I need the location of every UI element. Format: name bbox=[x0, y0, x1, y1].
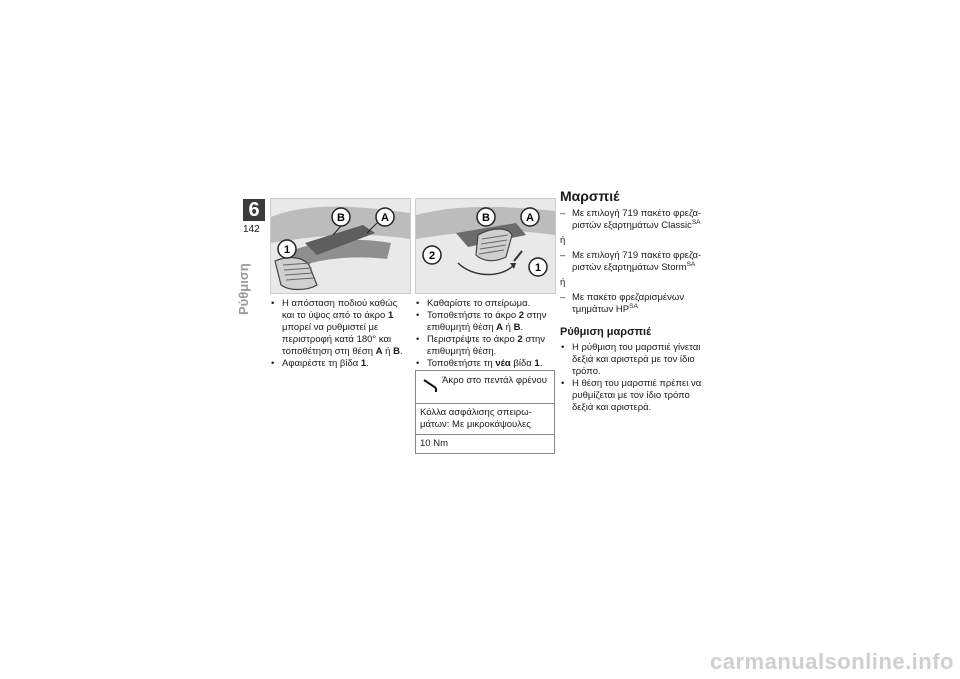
text: στην επιθυμητή θέση. bbox=[427, 334, 545, 357]
text: Περιστρέψτε το άκρο bbox=[427, 334, 518, 345]
text: στην επιθυμητή θέση bbox=[427, 310, 547, 333]
footrest-figure-2 bbox=[415, 198, 556, 294]
text: μπορεί να ρυθμιστεί με περιστροφή κατά 180° και τοποθέτηση στη θέση bbox=[282, 322, 392, 357]
text: ή bbox=[503, 322, 514, 333]
text: Τοποθετήστε τη bbox=[427, 358, 496, 369]
spec-heading-row bbox=[416, 371, 554, 403]
text: Η ρύθμιση του μαρσπιέ γίνεται δεξιά και αριστερά με τον ίδιο τρόπο. bbox=[572, 342, 701, 377]
figure1-label-a: A bbox=[381, 212, 389, 224]
text: Με επιλογή 719 πακέτο φρεζα-ριστών εξαρτημάτων Classic bbox=[572, 208, 702, 231]
list-item bbox=[270, 358, 410, 370]
emphasis: νέα bbox=[495, 358, 511, 369]
figure2-label-a: A bbox=[526, 212, 534, 224]
text: βίδα bbox=[510, 358, 535, 369]
text: . bbox=[520, 322, 524, 333]
text: Η θέση του μαρσπιέ πρέπει να ρυθμίζεται με τον ίδιο τρόπο δεξιά και αριστερά. bbox=[572, 378, 702, 413]
figure2-label-2: 2 bbox=[428, 250, 436, 262]
figure2-label-b: B bbox=[482, 212, 490, 224]
part-number: 2 bbox=[518, 310, 525, 321]
option-item bbox=[560, 250, 710, 274]
page-number: 142 bbox=[243, 224, 260, 235]
footrest-illustration-1 bbox=[271, 199, 410, 293]
column-2-instructions bbox=[415, 298, 555, 370]
text: ή bbox=[382, 346, 394, 357]
sa-superscript: SA bbox=[691, 218, 701, 226]
text: Με πακέτο φρεζαρισμένων τμημάτων HP bbox=[572, 292, 685, 315]
wrench-icon bbox=[423, 378, 439, 392]
text: Καθαρίστε το σπείρωμα. bbox=[427, 298, 531, 309]
text: Με επιλογή 719 πακέτο φρεζα-ριστών εξαρτημάτων Storm bbox=[572, 250, 702, 273]
column-1-instructions bbox=[270, 298, 410, 370]
position-label: A bbox=[375, 346, 383, 357]
footrest-illustration-2 bbox=[416, 199, 555, 293]
sa-superscript: SA bbox=[686, 260, 696, 268]
chapter-number-badge: 6 bbox=[243, 199, 265, 221]
list-item bbox=[415, 358, 555, 370]
list-item bbox=[415, 334, 555, 358]
text: Αφαιρέστε τη βίδα bbox=[282, 358, 361, 369]
text: . bbox=[399, 346, 403, 357]
option-item bbox=[560, 292, 710, 316]
part-number: 1 bbox=[387, 310, 394, 321]
watermark: carmanualsonline.info bbox=[710, 649, 954, 674]
text: . bbox=[539, 358, 543, 369]
footrest-figure-1 bbox=[270, 198, 411, 294]
option-item bbox=[560, 208, 710, 232]
or-separator: ή bbox=[560, 235, 566, 246]
chapter-side-label: Ρύθμιση bbox=[236, 263, 251, 315]
list-item bbox=[560, 342, 710, 378]
list-item bbox=[270, 298, 410, 358]
position-label: B bbox=[513, 322, 521, 333]
or-separator: ή bbox=[560, 277, 566, 288]
figure1-label-b: B bbox=[337, 212, 345, 224]
text: Η απόσταση ποδιού καθώς και το ύψος από το άκρο bbox=[282, 298, 398, 321]
section-heading: Μαρσπιέ bbox=[560, 188, 620, 204]
torque-spec-table bbox=[415, 370, 555, 454]
column-3-footrests bbox=[560, 190, 710, 414]
subsection-heading: Ρύθμιση μαρσπιέ bbox=[560, 326, 652, 338]
part-number: 1 bbox=[360, 358, 367, 369]
text: . bbox=[366, 358, 369, 369]
text: Τοποθετήστε το άκρο bbox=[427, 310, 519, 321]
spec-row-adhesive: Κόλλα ασφάλισης σπειρω-μάτων: Με μικροκάψουλες bbox=[416, 403, 554, 434]
figure2-label-1: 1 bbox=[534, 262, 542, 274]
sa-superscript: SA bbox=[629, 302, 638, 310]
part-number: 1 bbox=[534, 358, 540, 369]
list-item bbox=[560, 378, 710, 414]
position-label: A bbox=[496, 322, 503, 333]
figure1-label-1: 1 bbox=[283, 244, 291, 256]
spec-row-torque: 10 Nm bbox=[416, 434, 554, 453]
spec-heading: Άκρο στο πεντάλ φρένου bbox=[442, 375, 547, 386]
list-item bbox=[415, 298, 555, 310]
list-item bbox=[415, 310, 555, 334]
position-label: B bbox=[393, 346, 400, 357]
part-number: 2 bbox=[517, 334, 523, 345]
